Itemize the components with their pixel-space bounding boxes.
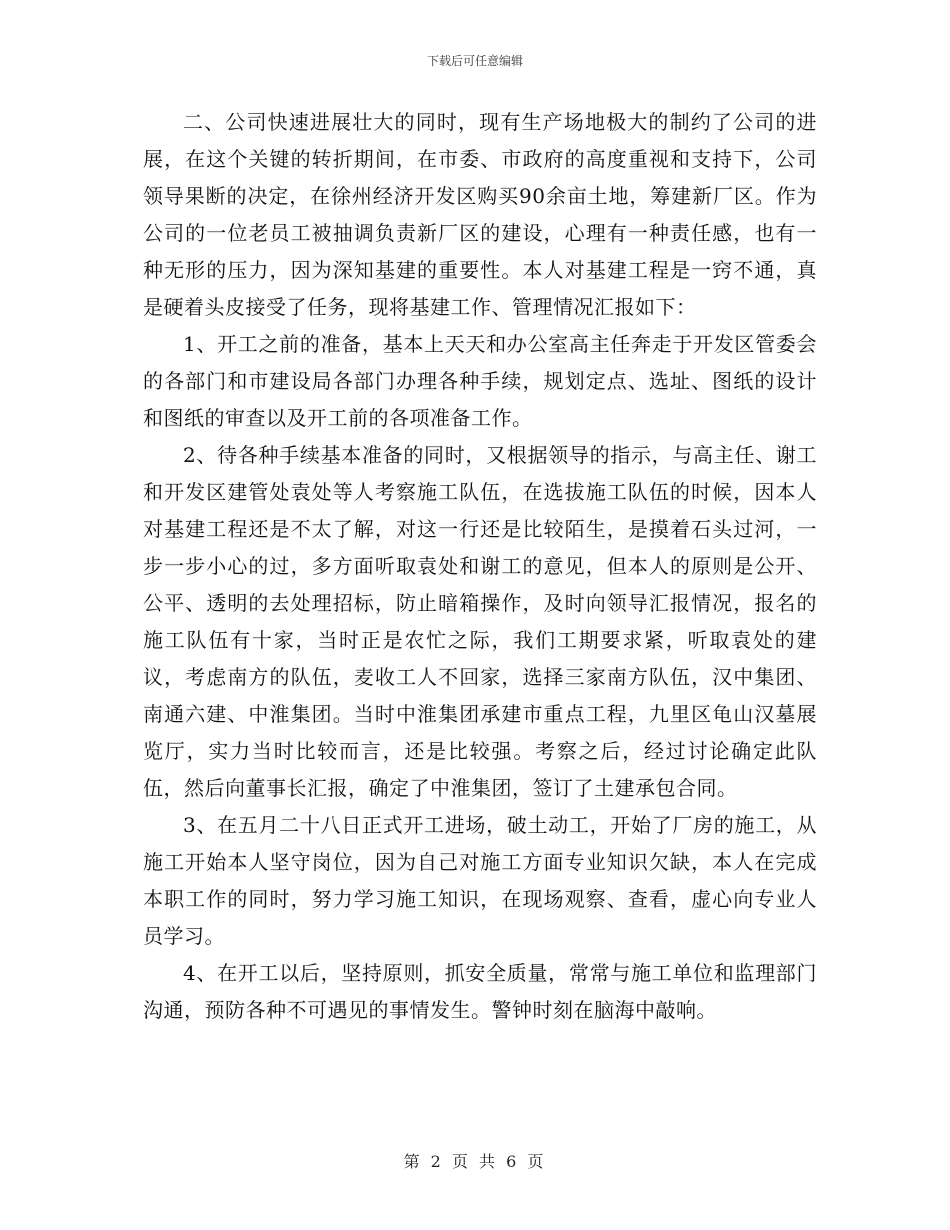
- page-number-footer: 第 2 页 共 6 页: [403, 1152, 547, 1171]
- paragraph-item-4: 4、在开工以后，坚持原则，抓安全质量，常常与施工单位和监理部门沟通，预防各种不可遇见的事情发生。警钟时刻在脑海中敲响。: [143, 961, 817, 1022]
- page-header: 下载后可任意编辑: [426, 54, 523, 68]
- paragraph-item-2: 2、待各种手续基本准备的同时，又根据领导的指示，与高主任、谢工和开发区建管处袁处等人考察施工队伍，在选拔施工队伍的时候，因本人对基建工程还是不太了解，对这一行还是比较陌生，是摸着石头过河，一步一步小心的过，多方面听取袁处和谢工的意见，但本人的原则是公开、公平、透明的去处理招标，防止暗箱操作，及时向领导汇报情况，报名的施工队伍有十家，当时正是农忙之际，我们工期要求紧，听取袁处的建议，考虑南方的队伍，麦收工人不回家，选择三家南方队伍，汉中集团、南通六建、中淮集团。当时中淮集团承建市重点工程，九里区龟山汉墓展览厅，实力当时比较而言，还是比较强。考察之后，经过讨论确定此队伍，然后向董事长汇报，确定了中淮集团，签订了土建承包合同。: [143, 443, 817, 800]
- paragraph-item-1: 1、开工之前的准备，基本上天天和办公室高主任奔走于开发区管委会的各部门和市建设局各部门办理各种手续，规划定点、选址、图纸的设计和图纸的审查以及开工前的各项准备工作。: [143, 332, 817, 430]
- document-body: [143, 104, 817, 1029]
- paragraph-item-3: 3、在五月二十八日正式开工进场，破土动工，开始了厂房的施工，从施工开始本人坚守岗位，因为自己对施工方面专业知识欠缺，本人在完成本职工作的同时，努力学习施工知识，在现场观察、查看，虚心向专业人员学习。: [143, 813, 817, 948]
- paragraph-section-two: 二、公司快速进展壮大的同时，现有生产场地极大的制约了公司的进展，在这个关键的转折期间，在市委、市政府的高度重视和支持下，公司领导果断的决定，在徐州经济开发区购买90余亩土地，筹建新厂区。作为公司的一位老员工被抽调负责新厂区的建设，心理有一种责任感，也有一种无形的压力，因为深知基建的重要性。本人对基建工程是一窍不通，真是硬着头皮接受了任务，现将基建工作、管理情况汇报如下：: [143, 110, 817, 319]
